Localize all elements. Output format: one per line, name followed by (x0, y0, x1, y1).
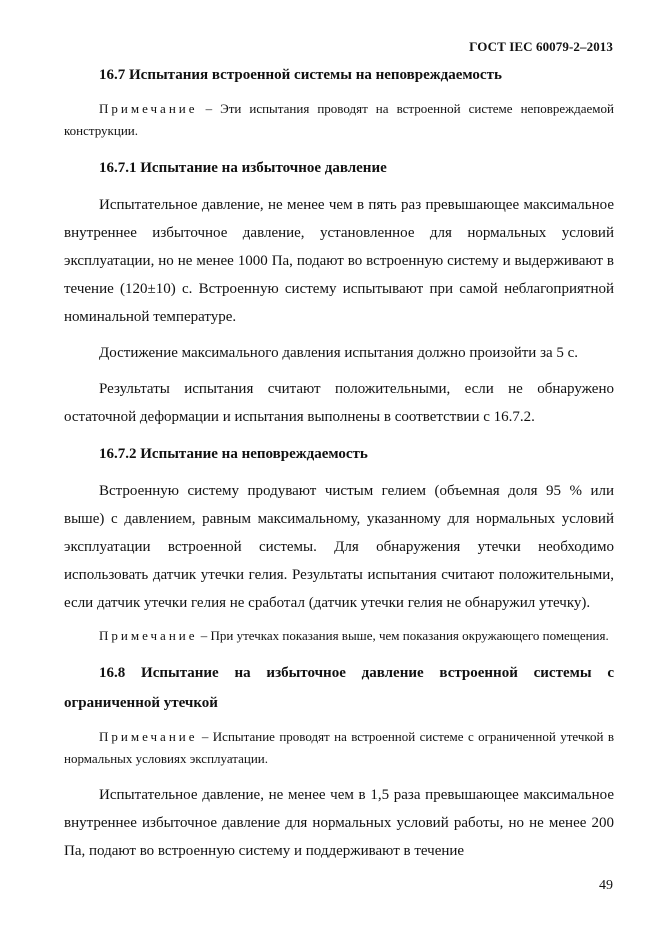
section-16-7-2-title: 16.7.2 Испытание на неповреждаемость (99, 446, 368, 462)
note-label: Примечание (99, 729, 198, 744)
standard-code-header: ГОСТ IEC 60079-2–2013 (469, 39, 613, 54)
section-16-7-1-paragraph-2: Достижение максимального давления испытания должно произойти за 5 с. (99, 345, 579, 361)
section-16-7-1-title: 16.7.1 Испытание на избыточное давление (99, 160, 387, 176)
section-16-7-note (64, 98, 614, 142)
section-16-8-note (64, 726, 614, 770)
section-16-7-2-paragraph-1: Встроенную систему продувают чистым гелием (объемная доля 95 % или выше) с давлением, равным максимальному, указанному для нормальных условий эксплуатации встроенной системы. Для обнаружения утечки необходимо использовать датчик утечки гелия. Результаты испытания считают положительными, если датчик утечки гелия не сработал (датчик утечки гелия не обнаружил утечку). (64, 483, 614, 611)
note-text: – Испытание проводят на встроенной системе с ограниченной утечкой в нормальных условиях эксплуатации. (64, 729, 614, 766)
page-content (64, 60, 614, 865)
section-16-7-2-note (64, 625, 614, 647)
note-label: Примечание (99, 628, 198, 643)
section-16-8-title: 16.8 Испытание на избыточное давление встроенной системы с ограниченной утечкой (64, 665, 614, 711)
section-16-7-1-paragraph-3: Результаты испытания считают положительными, если не обнаружено остаточной деформации и испытания выполнены в соответствии с 16.7.2. (64, 381, 614, 425)
section-16-8-paragraph-1: Испытательное давление, не менее чем в 1,5 раза превышающее максимальное внутреннее избыточное давление для нормальных условий работы, но не менее 200 Па, подают во встроенную систему и поддерживают в течение (64, 787, 614, 859)
note-label: Примечание (99, 101, 198, 116)
note-text: – При утечках показания выше, чем показания окружающего помещения. (197, 628, 609, 643)
page-number: 49 (599, 878, 613, 893)
section-16-7-1-paragraph-1: Испытательное давление, не менее чем в пять раз превышающее максимальное внутреннее избыточное давление, установленное для нормальных условий эксплуатации, но не менее 1000 Па, подают во встроенную систему и выдерживают в течение (120±10) с. Встроенную систему испытывают при самой неблагоприятной номинальной температуре. (64, 197, 614, 325)
section-16-7-title: 16.7 Испытания встроенной системы на неповреждаемость (99, 67, 502, 83)
note-text: – Эти испытания проводят на встроенной системе неповреждаемой конструкции. (64, 101, 614, 138)
